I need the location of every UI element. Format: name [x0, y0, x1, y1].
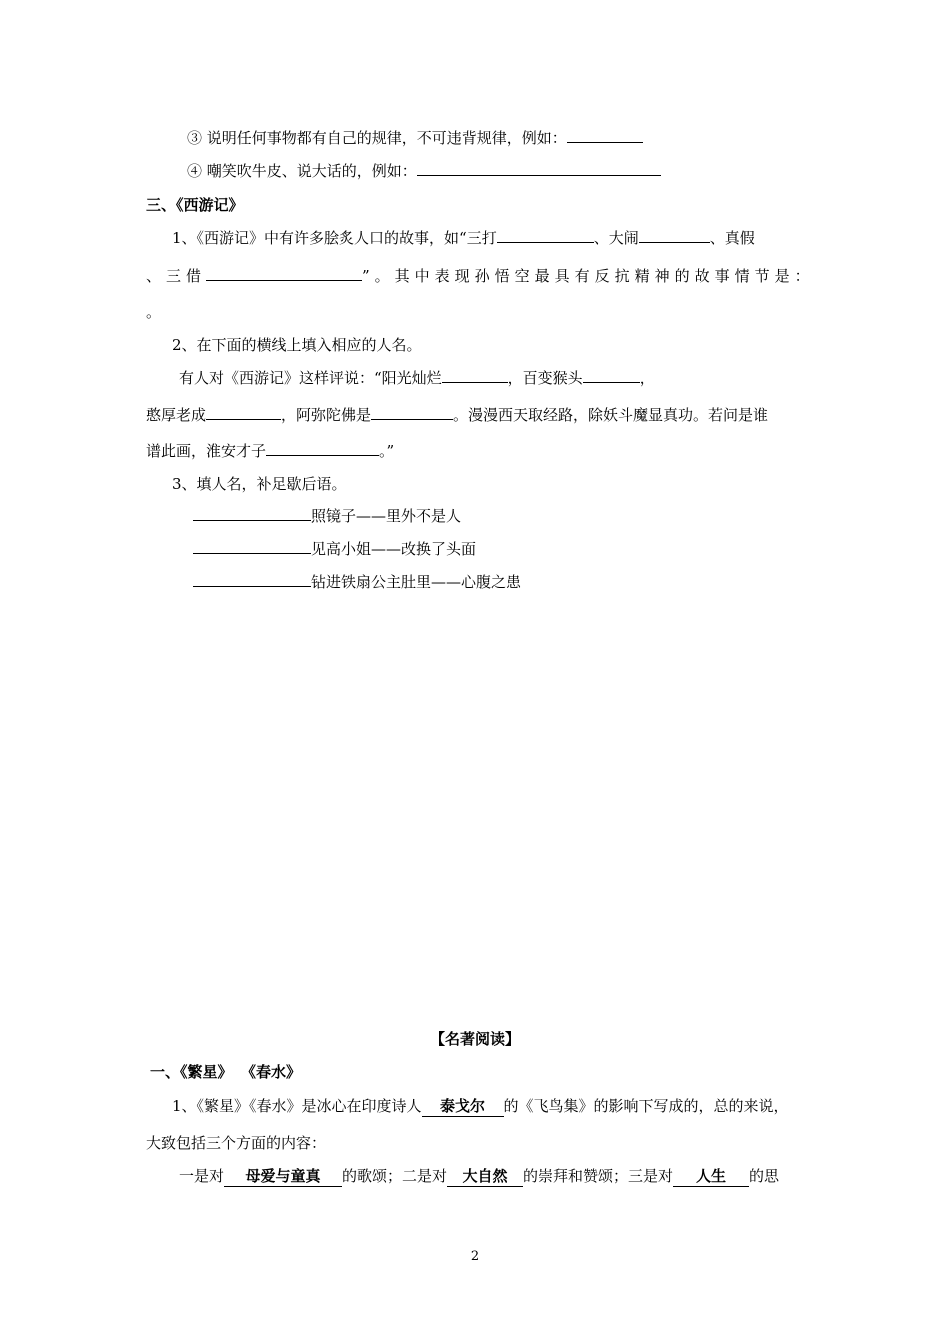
q1-line2: [146, 266, 815, 286]
q2-line1: [179, 368, 655, 388]
lower-q1-text: 的《飞鸟集》的影响下写成的，总的来说，: [503, 1097, 789, 1115]
q3-item: [193, 572, 521, 592]
heading-text: 《春水》: [248, 1063, 302, 1081]
q3-title: 3、填人名，补足歇后语。: [172, 475, 347, 493]
blank: [583, 368, 640, 383]
q2-text: 。漫漫西天取经路，除妖斗魔显真功。若问是谁: [453, 406, 769, 424]
q3-item: [193, 539, 476, 559]
section-heading-fanxing: [150, 1062, 301, 1082]
q2-line2: [146, 405, 768, 425]
q2-text: 憨厚老成: [146, 406, 207, 424]
q1-text: ”。其中表现孙悟空最具有反抗精神的故事情节是：: [362, 267, 815, 285]
blank: [497, 228, 594, 243]
blank: [639, 228, 710, 243]
q2-title: 2、在下面的横线上填入相应的人名。: [172, 336, 422, 354]
q1-text: 、真假: [709, 229, 755, 247]
blank: [417, 161, 661, 176]
q1-text: 、三借: [146, 267, 207, 285]
q1-text: 、大闹: [593, 229, 639, 247]
q1-text: 1、《西游记》中有许多脍炙人口的故事，如“三打: [172, 229, 497, 247]
q1-line3: 。: [146, 303, 162, 321]
item-4: [187, 161, 661, 181]
blank: [193, 539, 311, 554]
lower-q1-line1: [172, 1096, 789, 1117]
q2-text: 有人对《西游记》这样评说：“阳光灿烂: [179, 369, 442, 387]
q3-item-text: 照镜子——里外不是人: [311, 507, 462, 525]
blank: [567, 128, 643, 143]
lower-q1-text: 的歌颂；二是对: [342, 1167, 448, 1185]
blank: [206, 405, 281, 420]
blank: [206, 266, 362, 281]
q2-line3: [146, 441, 394, 461]
answer-tagore: 泰戈尔: [422, 1096, 504, 1117]
item-3-text: ③ 说明任何事物都有自己的规律，不可违背规律，例如：: [187, 129, 567, 147]
lower-q1-text: 一是对: [179, 1167, 225, 1185]
blank: [442, 368, 508, 383]
q2-text: ，百变猴头: [507, 369, 583, 387]
section-heading-xiyouji: 三、《西游记》: [146, 196, 244, 214]
item-3: [187, 128, 643, 148]
lower-q1-text: 的崇拜和赞颂；三是对: [523, 1167, 674, 1185]
blank: [266, 441, 379, 456]
lower-q1-text: 的思: [749, 1167, 780, 1185]
q2-text: 谱此画，淮安才子: [146, 442, 267, 460]
answer-nature: 大自然: [447, 1166, 523, 1187]
blank: [193, 572, 311, 587]
q3-item-text: 钻进铁扇公主肚里——心腹之患: [311, 573, 522, 591]
q2-text: ，阿弥陀佛是: [281, 406, 372, 424]
q2-text: 。”: [379, 442, 395, 460]
lower-q1-text: 1、《繁星》《春水》是冰心在印度诗人: [172, 1097, 422, 1115]
section-title: 【名著阅读】: [429, 1030, 520, 1048]
answer-life: 人生: [673, 1166, 749, 1187]
answer-mother-love: 母爱与童真: [224, 1166, 342, 1187]
lower-q1-line2: 大致包括三个方面的内容：: [146, 1134, 327, 1152]
blank: [193, 506, 311, 521]
blank: [371, 405, 453, 420]
q2-text: ，: [639, 369, 655, 387]
q3-item: [193, 506, 461, 526]
q1-line1: [172, 228, 755, 248]
item-4-text: ④ 嘲笑吹牛皮、说大话的，例如：: [187, 162, 417, 180]
heading-text: 一、《繁星》: [150, 1063, 233, 1081]
q3-item-text: 见高小姐——改换了头面: [311, 540, 477, 558]
page-number: 2: [470, 1249, 480, 1264]
lower-q1-line3: [179, 1166, 779, 1187]
